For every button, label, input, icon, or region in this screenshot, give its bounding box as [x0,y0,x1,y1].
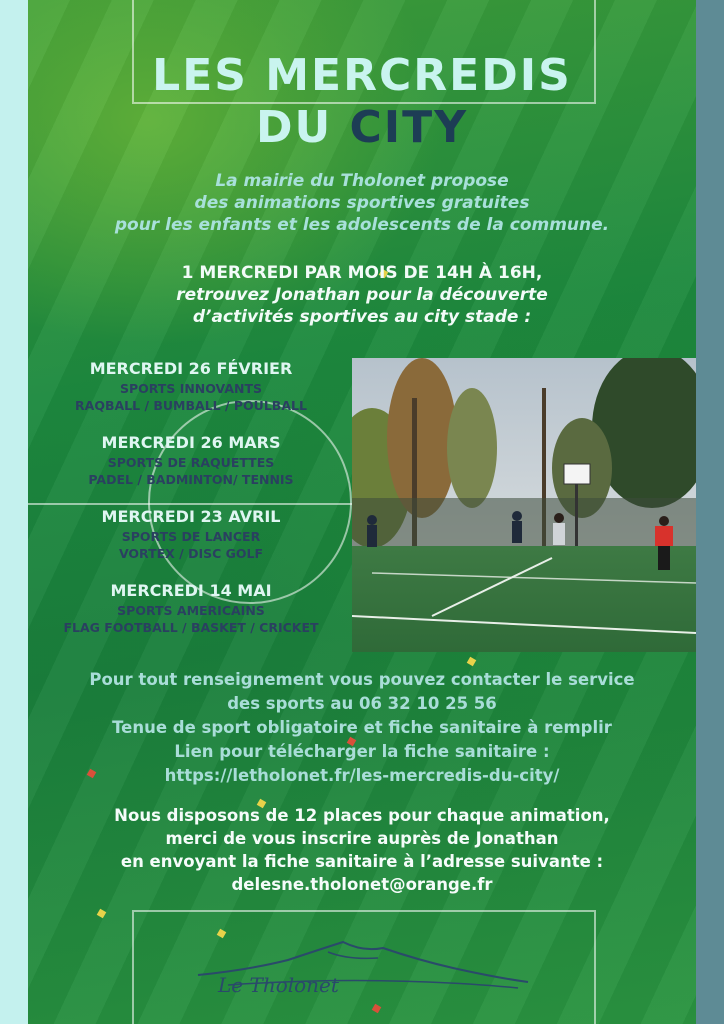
right-margin [696,0,724,1024]
signup-text: Nous disposons de 12 places pour chaque animation, merci de vous inscrire auprès de Jonathan en envoyant la fiche sanitaire à l’adresse suivante : delesne.tholonet@orange.fr [28,804,696,896]
poster-title-line2: DU CITY [255,102,469,153]
intro-text: La mairie du Tholonet propose des animations sportives gratuites pour les enfants et les adolescents de la commune. [114,171,610,235]
event-item [28,506,354,563]
left-margin [0,0,28,1024]
event-date: MERCREDI 26 MARS [101,433,281,452]
download-link[interactable]: https://letholonet.fr/les-mercredis-du-city/ [164,766,560,785]
event-item [28,358,354,415]
event-date: MERCREDI 26 FÉVRIER [89,359,293,378]
logo-text: Le Tholonet [218,973,339,997]
info-text: Pour tout renseignement vous pouvez contacter le service des sports au 06 32 10 25 56 Tenue de sport obligatoire et fiche sanitaire à remplir Lien pour télécharger la fiche sanitaire : https://letholonet.fr/les-mercredis-du-city/ [28,668,696,788]
event-item [28,432,354,489]
contact-email[interactable]: delesne.tholonet@orange.fr [231,875,493,894]
event-activities: RAQBALL / BUMBALL / POULBALL [75,398,307,413]
event-activities: VORTEX / DISC GOLF [118,546,264,561]
event-activities: FLAG FOOTBALL / BASKET / CRICKET [63,620,319,635]
event-date: MERCREDI 23 AVRIL [101,507,281,526]
event-category: SPORTS DE RAQUETTES [107,455,275,470]
mountain-logo-icon [178,930,548,1010]
event-list [28,358,354,654]
city-stade-photo [352,358,696,652]
confetti-icon [97,909,107,919]
confetti-icon [467,657,477,667]
poster [28,0,696,1024]
title-accent: CITY [349,102,469,153]
poster-title: LES MERCREDIS [152,50,572,101]
event-category: SPORTS INNOVANTS [119,381,263,396]
event-category: SPORTS AMERICAINS [117,603,265,618]
event-activities: PADEL / BADMINTON/ TENNIS [88,472,294,487]
event-date: MERCREDI 14 MAI [110,581,272,600]
event-category: SPORTS DE LANCER [121,529,261,544]
schedule-intro: 1 MERCREDI PAR MOIS DE 14H À 16H, retrouvez Jonathan pour la découverte d’activités sportives au city stade : [176,263,548,327]
event-item [28,580,354,637]
